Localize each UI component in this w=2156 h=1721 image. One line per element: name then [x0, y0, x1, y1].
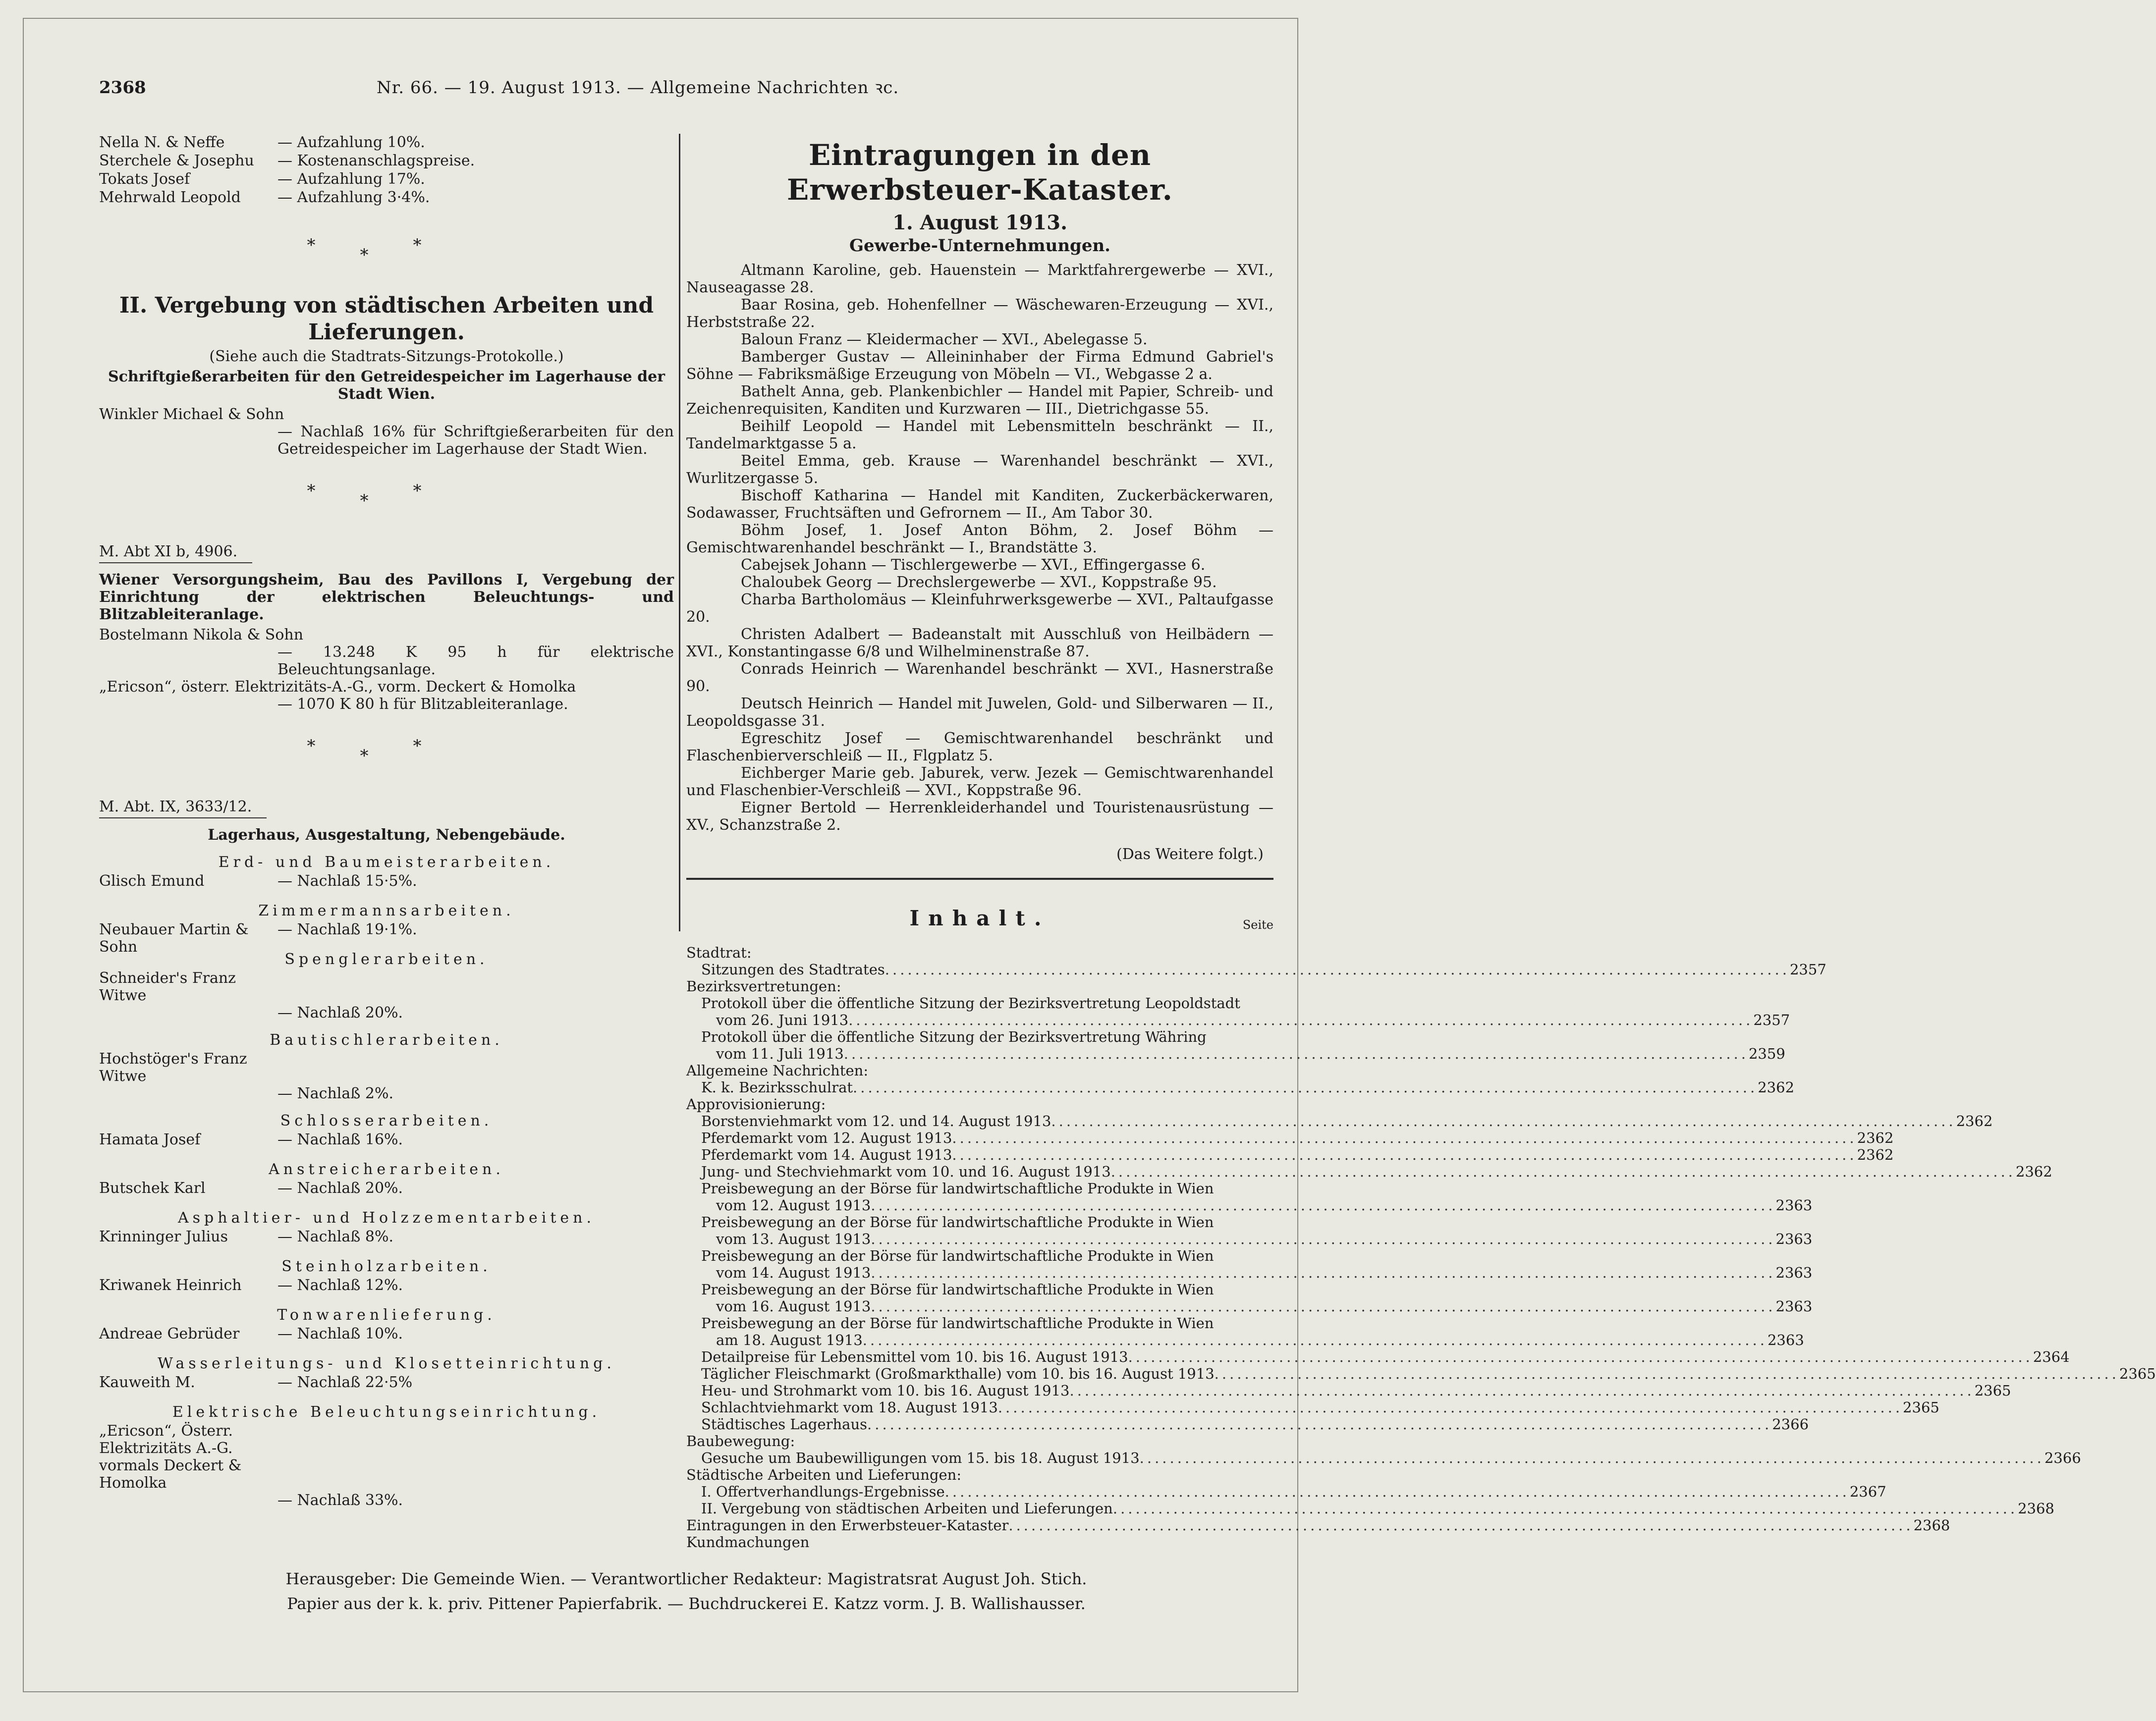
- toc-entry: [686, 1399, 1939, 1416]
- toc-entry-title: Bezirksvertretungen:: [686, 978, 841, 995]
- contents-heading: [686, 906, 1273, 934]
- reference-number: M. Abt XI b, 4906.: [99, 543, 252, 563]
- surcharge-detail: — Aufzahlung 10%.: [277, 134, 425, 151]
- toc-leader-dots: ........................................................................................................................: [1051, 1113, 1956, 1129]
- surcharge-list: [99, 134, 674, 207]
- register-entry: Beihilf Leopold — Handel mit Lebensmitteln beschränkt — II., Tandelmarktgasse 5 a.: [686, 418, 1273, 452]
- toc-entry-title: Preisbewegung an der Börse für landwirtschaftliche Produkte in Wien: [701, 1247, 1214, 1264]
- toc-entry: [686, 1348, 2070, 1365]
- register-entry: Baloun Franz — Kleidermacher — XVI., Abelegasse 5.: [741, 331, 1148, 348]
- toc-entry-title: Kundmachungen: [686, 1534, 810, 1551]
- section-note: (Siehe auch die Stadtrats-Sitzungs-Protokolle.): [209, 348, 564, 365]
- award-detail: — Nachlaß 33%.: [277, 1492, 403, 1509]
- register-title: Eintragungen in den Erwerbsteuer-Kataster.: [787, 138, 1173, 207]
- lot-section-heading: Bautischlerarbeiten.: [270, 1031, 503, 1049]
- register-entries: [686, 262, 1273, 834]
- toc-page-number: 2357: [1753, 1012, 1790, 1028]
- toc-entry: [686, 1534, 1273, 1551]
- toc-page-number: 2362: [1857, 1146, 1894, 1163]
- lot-section-heading: Wasserleitungs- und Klosetteinrichtung.: [158, 1355, 615, 1372]
- toc-entry: [686, 1281, 1273, 1298]
- page-header: [99, 69, 1273, 99]
- continued-note: (Das Weitere folgt.): [1116, 846, 1264, 863]
- register-entry: Beitel Emma, geb. Krause — Warenhandel beschränkt — XVI., Wurlitzergasse 5.: [686, 452, 1273, 487]
- register-entry: Bathelt Anna, geb. Plankenbichler — Handel mit Papier, Schreib- und Zeichenrequisiten, Kanditen und Kurzwaren — III., Dietrichgasse 55.: [686, 383, 1273, 418]
- toc-entry-title: vom 14. August 1913: [716, 1264, 871, 1281]
- toc-entry-title: Städtische Arbeiten und Lieferungen:: [686, 1466, 962, 1483]
- toc-entry-title: Preisbewegung an der Börse für landwirtschaftliche Produkte in Wien: [701, 1214, 1214, 1231]
- toc-entry: [686, 1264, 1813, 1281]
- toc-entry-title: Borstenviehmarkt vom 12. und 14. August 1913: [701, 1113, 1051, 1129]
- toc-leader-dots: ........................................................................................................................: [867, 1416, 1772, 1433]
- register-entry: Cabejsek Johann — Tischlergewerbe — XVI., Effingergasse 6.: [741, 556, 1206, 574]
- award-detail: — Nachlaß 8%.: [277, 1228, 393, 1245]
- toc-entry: [686, 944, 1273, 961]
- toc-leader-dots: ........................................................................................................................: [871, 1197, 1776, 1214]
- toc-leader-dots: ........................................................................................................................: [1128, 1348, 2033, 1365]
- toc-page-number: 2365: [2119, 1365, 2156, 1382]
- surcharge-name: Mehrwald Leopold: [99, 189, 241, 206]
- register-entry: Bischoff Katharina — Handel mit Kanditen, Zuckerbäckerwaren, Sodawasser, Fruchtsäften und Gefrornem — II., Am Tabor 30.: [686, 487, 1273, 522]
- toc-entry-title: vom 13. August 1913: [716, 1231, 871, 1247]
- lot-section-heading: Asphaltier- und Holzzementarbeiten.: [177, 1209, 596, 1227]
- toc-entry-title: Protokoll über die öffentliche Sitzung der Bezirksvertretung Leopoldstadt: [701, 995, 1240, 1012]
- surcharge-row: [99, 189, 674, 207]
- toc-entry: [686, 1298, 1813, 1315]
- register-entry: Eigner Bertold — Herrenkleiderhandel und Touristenausrüstung — XV., Schanzstraße 2.: [686, 799, 1273, 834]
- printer-line: Papier aus der k. k. priv. Pittener Papierfabrik. — Buchdruckerei E. Katzz vorm. J. B. Wallishausser.: [287, 1594, 1086, 1613]
- toc-page-number: 2362: [1758, 1079, 1795, 1096]
- register-entry: Altmann Karoline, geb. Hauenstein — Marktfahrergewerbe — XVI., Nauseagasse 28.: [686, 262, 1273, 296]
- toc-page-number: 2365: [1903, 1399, 1939, 1416]
- toc-entry: [686, 1214, 1273, 1231]
- toc-entry: [686, 1231, 1813, 1247]
- toc-page-number: 2363: [1775, 1197, 1813, 1214]
- register-entry: Charba Bartholomäus — Kleinfuhrwerksgewerbe — XVI., Paltaufgasse 20.: [686, 591, 1273, 626]
- toc-entry-title: Schlachtviehmarkt vom 18. August 1913: [701, 1399, 998, 1416]
- toc-leader-dots: ........................................................................................................................: [871, 1298, 1776, 1315]
- toc-entry-title: Gesuche um Baubewilligungen vom 15. bis 18. August 1913: [701, 1450, 1140, 1466]
- award-detail: — 13.248 K 95 h für elektrische Beleuchtungsanlage.: [277, 644, 674, 678]
- toc-entry: [686, 1332, 1804, 1348]
- reference-number: M. Abt. IX, 3633/12.: [99, 798, 267, 818]
- award-detail: — Nachlaß 19·1%.: [277, 921, 417, 938]
- lot-section-heading: Anstreicherarbeiten.: [269, 1161, 504, 1178]
- toc-leader-dots: ........................................................................................................................: [1008, 1517, 1914, 1534]
- surcharge-detail: — Aufzahlung 17%.: [277, 170, 425, 188]
- toc-entry: [686, 1197, 1813, 1214]
- firm-name: „Ericson“, österr. Elektrizitäts-A.-G., vorm. Deckert & Homolka: [99, 678, 576, 696]
- firm-name: Kriwanek Heinrich: [99, 1277, 242, 1294]
- lot-award-row: [99, 1422, 674, 1509]
- award-detail: — Nachlaß 10%.: [277, 1325, 403, 1343]
- toc-entry: [686, 1163, 2052, 1180]
- award-detail: — Nachlaß 2%.: [277, 1085, 393, 1102]
- toc-entry-title: Pferdemarkt vom 14. August 1913: [701, 1146, 952, 1163]
- lot-section-heading: Spenglerarbeiten.: [284, 951, 489, 968]
- toc-page-number: 2368: [2018, 1500, 2054, 1517]
- toc-entry-title: am 18. August 1913: [716, 1332, 863, 1348]
- toc-leader-dots: ........................................................................................................................: [843, 1045, 1749, 1062]
- left-column: [99, 134, 674, 1509]
- toc-entry: [686, 1247, 1273, 1264]
- toc-page-number: 2362: [2015, 1163, 2052, 1180]
- lot-award-row: [99, 1228, 674, 1248]
- toc-entry-title: Sitzungen des Stadtrates: [701, 961, 885, 978]
- register-entry: Böhm Josef, 1. Josef Anton Böhm, 2. Josef Böhm — Gemischtwarenhandel beschränkt — I., Brandstätte 3.: [686, 522, 1273, 556]
- lot-award-row: [99, 1325, 674, 1345]
- register-entry: Chaloubek Georg — Drechslergewerbe — XVI., Koppstraße 95.: [741, 574, 1217, 591]
- toc-entry: [686, 1450, 2081, 1466]
- toc-entry: [686, 1062, 1273, 1079]
- lot-section-heading: Zimmermannsarbeiten.: [258, 902, 515, 919]
- toc-leader-dots: ........................................................................................................................: [1214, 1365, 2119, 1382]
- toc-page-number: 2362: [1857, 1129, 1894, 1146]
- firm-name: „Ericson“, Österr. Elektrizitäts A.-G. vormals Deckert & Homolka: [99, 1422, 242, 1492]
- lot-award-row: [99, 1374, 674, 1394]
- asterism-divider: ***: [307, 481, 466, 511]
- firm-name: Butschek Karl: [99, 1180, 206, 1197]
- toc-entry: [686, 1096, 1273, 1113]
- toc-page-number: 2363: [1767, 1332, 1804, 1348]
- running-head: Nr. 66. — 19. August 1913. — Allgemeine Nachrichten ꝛc.: [377, 78, 899, 98]
- firm-name: Winkler Michael & Sohn: [99, 406, 284, 423]
- toc-leader-dots: ........................................................................................................................: [1069, 1382, 1975, 1399]
- register-entry: Conrads Heinrich — Warenhandel beschränkt — XVI., Hasnerstraße 90.: [686, 660, 1273, 695]
- toc-entry-title: Detailpreise für Lebensmittel vom 10. bis 16. August 1913: [701, 1348, 1128, 1365]
- surcharge-row: [99, 134, 674, 152]
- firm-name: Krinninger Julius: [99, 1228, 228, 1245]
- section-title: II. Vergebung von städtischen Arbeiten und Lieferungen.: [119, 293, 654, 345]
- award-detail: — Nachlaß 16%.: [277, 1131, 403, 1148]
- register-entry: Egreschitz Josef — Gemischtwarenhandel beschränkt und Flaschenbierverschleiß — II., Flgplatz 5.: [686, 730, 1273, 764]
- toc-leader-dots: ........................................................................................................................: [871, 1231, 1776, 1247]
- firm-name: Kauweith M.: [99, 1374, 195, 1391]
- lot-section-heading: Schlosserarbeiten.: [280, 1112, 493, 1129]
- award-detail: — Nachlaß 15·5%.: [277, 872, 417, 890]
- toc-entry-title: Heu- und Strohmarkt vom 10. bis 16. August 1913: [701, 1382, 1070, 1399]
- toc-entry: [686, 1500, 2054, 1517]
- page-column-label: Seite: [1242, 918, 1273, 932]
- toc-entry-title: Pferdemarkt vom 12. August 1913: [701, 1129, 952, 1146]
- toc-entry-title: Städtisches Lagerhaus: [701, 1416, 868, 1433]
- surcharge-name: Nella N. & Neffe: [99, 134, 225, 151]
- toc-entry-title: Preisbewegung an der Börse für landwirtschaftliche Produkte in Wien: [701, 1281, 1214, 1298]
- toc-entry: [686, 978, 1273, 995]
- toc-entry: [686, 1466, 1273, 1483]
- toc-page-number: 2363: [1775, 1298, 1813, 1315]
- register-entry: Eichberger Marie geb. Jaburek, verw. Jezek — Gemischtwarenhandel und Flaschenbier-Verschleiß — XVI., Koppstraße 96.: [686, 764, 1273, 799]
- toc-page-number: 2364: [2033, 1348, 2070, 1365]
- toc-entry: [686, 1146, 1894, 1163]
- toc-entry-title: vom 26. Juni 1913: [716, 1012, 849, 1028]
- toc-page-number: 2362: [1956, 1113, 1993, 1129]
- toc-entry: [686, 995, 1273, 1012]
- register-entry: Deutsch Heinrich — Handel mit Juwelen, Gold- und Silberwaren — II., Leopoldsgasse 31.: [686, 695, 1273, 730]
- publisher-line: Herausgeber: Die Gemeinde Wien. — Verantwortlicher Redakteur: Magistratsrat August Joh. Stich.: [285, 1569, 1087, 1588]
- toc-leader-dots: ........................................................................................................................: [952, 1129, 1857, 1146]
- job-title: Wiener Versorgungsheim, Bau des Pavillons I, Vergebung der Einrichtung der elektrischen Beleuchtungs- und Blitzableiteranlage.: [99, 571, 674, 623]
- toc-entry: [686, 1315, 1273, 1332]
- lot-award-row: [99, 921, 674, 956]
- column-divider: [679, 134, 680, 931]
- toc-entry-title: II. Vergebung von städtischen Arbeiten und Lieferungen: [701, 1500, 1113, 1517]
- surcharge-detail: — Kostenanschlagspreise.: [277, 152, 475, 169]
- award-detail: — Nachlaß 12%.: [277, 1277, 403, 1294]
- toc-leader-dots: ........................................................................................................................: [997, 1399, 1903, 1416]
- toc-entry: [686, 961, 1826, 978]
- award-detail: — Nachlaß 16% für Schriftgießerarbeiten für den Getreidespeicher im Lagerhause der Stadt Wien.: [277, 423, 674, 458]
- award-detail: — 1070 K 80 h für Blitzableiteranlage.: [277, 696, 568, 713]
- lot-award-row: [99, 1180, 674, 1199]
- register-date: 1. August 1913.: [892, 211, 1068, 234]
- toc-entry-title: vom 12. August 1913: [716, 1197, 871, 1214]
- lot-award-row: [99, 872, 674, 892]
- toc-page-number: 2366: [2044, 1450, 2081, 1466]
- toc-entry-title: K. k. Bezirksschulrat: [701, 1079, 853, 1096]
- toc-page-number: 2363: [1775, 1264, 1813, 1281]
- lot-award-row: [99, 969, 674, 1022]
- firm-name: Andreae Gebrüder: [99, 1325, 240, 1343]
- award-detail: — Nachlaß 22·5%: [277, 1374, 413, 1391]
- toc-leader-dots: ........................................................................................................................: [862, 1332, 1768, 1348]
- toc-leader-dots: ........................................................................................................................: [848, 1012, 1754, 1028]
- toc-leader-dots: ........................................................................................................................: [1139, 1450, 2045, 1466]
- toc-entry: [686, 1416, 1809, 1433]
- lot-section-heading: Elektrische Beleuchtungseinrichtung.: [172, 1403, 601, 1421]
- section-rule: [686, 878, 1273, 880]
- register-entry: Christen Adalbert — Badeanstalt mit Ausschluß von Heilbädern — XVI., Konstantingasse 6/8 und Wilhelminenstraße 87.: [686, 626, 1273, 660]
- toc-entry-title: Jung- und Stechviehmarkt vom 10. und 16. August 1913: [701, 1163, 1111, 1180]
- toc-page-number: 2367: [1849, 1483, 1886, 1500]
- toc-entry-title: Protokoll über die öffentliche Sitzung der Bezirksvertretung Währing: [701, 1028, 1207, 1045]
- lot-section-heading: Erd- und Baumeisterarbeiten.: [218, 854, 555, 871]
- right-column: [686, 134, 2156, 1551]
- firm-name: Schneider's Franz Witwe: [99, 969, 236, 1004]
- register-entry: Baar Rosina, geb. Hohenfellner — Wäschewaren-Erzeugung — XVI., Herbststraße 22.: [686, 296, 1273, 331]
- toc-entry: [686, 1028, 1273, 1045]
- toc-page-number: 2368: [1913, 1517, 1950, 1534]
- lot-list: [99, 853, 674, 1509]
- toc-entry: [686, 1483, 1886, 1500]
- toc-entry: [686, 1365, 2156, 1382]
- lot-award-row: [99, 1050, 674, 1102]
- toc-entry-title: Baubewegung:: [686, 1433, 795, 1450]
- toc-leader-dots: ........................................................................................................................: [885, 961, 1790, 978]
- asterism-divider: ***: [307, 736, 466, 766]
- lot-award-row: [99, 1277, 674, 1296]
- toc-page-number: 2365: [1974, 1382, 2011, 1399]
- toc-entry-title: Stadtrat:: [686, 944, 752, 961]
- page-number: 2368: [99, 78, 146, 98]
- firm-name: Hochstöger's Franz Witwe: [99, 1050, 247, 1085]
- toc-page-number: 2366: [1772, 1416, 1809, 1433]
- toc-entry-title: Täglicher Fleischmarkt (Großmarkthalle) vom 10. bis 16. August 1913: [701, 1365, 1215, 1382]
- table-of-contents: [686, 944, 2156, 1551]
- firm-name: Glisch Emund: [99, 872, 205, 890]
- toc-entry-title: Approvisionierung:: [686, 1096, 826, 1113]
- toc-entry: [686, 1045, 1785, 1062]
- surcharge-detail: — Aufzahlung 3·4%.: [277, 189, 430, 206]
- toc-entry-title: vom 16. August 1913: [716, 1298, 871, 1315]
- toc-entry: [686, 1180, 1273, 1197]
- toc-leader-dots: ........................................................................................................................: [1110, 1163, 2016, 1180]
- toc-leader-dots: ........................................................................................................................: [853, 1079, 1758, 1096]
- surcharge-name: Sterchele & Josephu: [99, 152, 254, 169]
- toc-entry: [686, 1012, 1790, 1028]
- firm-name: Neubauer Martin & Sohn: [99, 921, 249, 956]
- toc-entry: [686, 1517, 1950, 1534]
- toc-page-number: 2363: [1775, 1231, 1813, 1247]
- lot-award-row: [99, 1131, 674, 1151]
- contents-title: Inhalt.: [909, 906, 1050, 930]
- toc-entry: [686, 1113, 1993, 1129]
- document-page: [99, 69, 2156, 1645]
- lot-section-heading: Steinholzarbeiten.: [281, 1258, 492, 1275]
- surcharge-row: [99, 152, 674, 170]
- toc-entry-title: Preisbewegung an der Börse für landwirtschaftliche Produkte in Wien: [701, 1315, 1214, 1332]
- toc-leader-dots: ........................................................................................................................: [952, 1146, 1857, 1163]
- toc-entry: [686, 1433, 1273, 1450]
- toc-leader-dots: ........................................................................................................................: [1112, 1500, 2018, 1517]
- toc-entry-title: vom 11. Juli 1913: [716, 1045, 844, 1062]
- register-entry: Bamberger Gustav — Alleininhaber der Firma Edmund Gabriel's Söhne — Fabriksmäßige Erzeugung von Möbeln — VI., Webgasse 2 a.: [686, 348, 1273, 383]
- toc-entry-title: Preisbewegung an der Börse für landwirtschaftliche Produkte in Wien: [701, 1180, 1214, 1197]
- asterism-divider: ***: [307, 235, 466, 265]
- toc-leader-dots: ........................................................................................................................: [944, 1483, 1850, 1500]
- surcharge-row: [99, 170, 674, 189]
- job-title: Schriftgießerarbeiten für den Getreidespeicher im Lagerhause der Stadt Wien.: [108, 368, 665, 403]
- toc-page-number: 2359: [1748, 1045, 1785, 1062]
- lot-section-heading: Tonwarenlieferung.: [277, 1306, 496, 1324]
- toc-entry: [686, 1382, 2011, 1399]
- register-subtitle: Gewerbe-Unternehmungen.: [849, 236, 1111, 256]
- job-title: Lagerhaus, Ausgestaltung, Nebengebäude.: [208, 826, 565, 844]
- toc-entry: [686, 1079, 1795, 1096]
- toc-entry-title: Allgemeine Nachrichten:: [686, 1062, 869, 1079]
- toc-leader-dots: ........................................................................................................................: [871, 1264, 1776, 1281]
- toc-entry: [686, 1129, 1894, 1146]
- surcharge-name: Tokats Josef: [99, 170, 190, 188]
- toc-page-number: 2357: [1789, 961, 1826, 978]
- award-detail: — Nachlaß 20%.: [277, 1180, 403, 1197]
- award-detail: — Nachlaß 20%.: [277, 1004, 403, 1022]
- firm-name: Hamata Josef: [99, 1131, 201, 1148]
- firm-name: Bostelmann Nikola & Sohn: [99, 626, 304, 644]
- toc-entry-title: I. Offertverhandlungs-Ergebnisse: [701, 1483, 945, 1500]
- toc-entry-title: Eintragungen in den Erwerbsteuer-Kataster: [686, 1517, 1009, 1534]
